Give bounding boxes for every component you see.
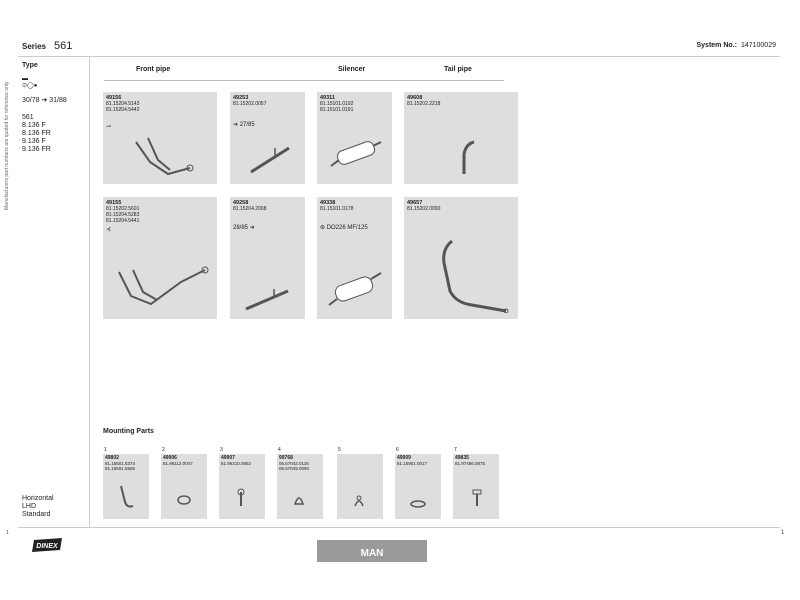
system-number: System No.: 147100029 bbox=[696, 42, 776, 49]
config-info bbox=[22, 495, 54, 519]
front-pipe-drawing bbox=[111, 252, 211, 312]
bolt-drawing bbox=[461, 482, 491, 512]
mount-card-49909[interactable]: 49909 81.15901.0017 bbox=[395, 454, 441, 519]
mount-index: 5 bbox=[338, 447, 341, 453]
config-item: LHD bbox=[22, 503, 37, 510]
category-front-pipe: Front pipe bbox=[136, 66, 171, 73]
mount-card-99768[interactable]: 99768 06.67042.0116 06.67049.0090 bbox=[277, 454, 323, 519]
part-card-49258[interactable]: 49258 81.15204.2008 28/85 ➔ bbox=[230, 197, 305, 319]
mount-card-49906[interactable]: 49906 81.98112.0047 bbox=[161, 454, 207, 519]
fit-icon: ⊸ bbox=[106, 124, 112, 130]
fit-icon: ⊰ bbox=[106, 227, 112, 233]
model-item: 561 bbox=[22, 114, 34, 121]
truck-icon: ▬ bbox=[22, 76, 28, 82]
model-list bbox=[22, 114, 51, 154]
mount-index: 2 bbox=[162, 447, 165, 453]
part-card-49311[interactable]: 49311 81.15101.0192 81.15101.0191 bbox=[317, 92, 392, 184]
model-item: 9.136 FR bbox=[22, 146, 51, 153]
part-card-49253[interactable]: 49253 81.15202.0057 ➔ 27/85 bbox=[230, 92, 305, 184]
silencer-drawing bbox=[327, 136, 387, 176]
date-range: 30/78 ➔ 31/88 bbox=[22, 97, 67, 104]
clip-drawing bbox=[345, 482, 375, 512]
footer-rule bbox=[18, 527, 780, 528]
mount-card-5[interactable] bbox=[337, 454, 383, 519]
series-heading: Series 561 bbox=[22, 40, 73, 52]
mount-card-49835[interactable]: 49835 81.97486.0875 bbox=[453, 454, 499, 519]
part-card-49608[interactable]: 49608 81.15202.2218 bbox=[404, 92, 518, 184]
tail-pipe-drawing bbox=[422, 233, 512, 313]
mount-card-49802[interactable]: 49802 81.15501.5374 81.15501.5566 bbox=[103, 454, 149, 519]
part-card-49155[interactable]: 49155 81.15202.5601 81.15204.5283 81.15204.5441 ⊰ bbox=[103, 197, 217, 319]
pipe-drawing bbox=[245, 138, 295, 178]
model-item: 8.136 F bbox=[22, 122, 46, 129]
silencer-drawing bbox=[325, 267, 385, 317]
config-item: Standard bbox=[22, 511, 51, 518]
mount-index: 6 bbox=[396, 447, 399, 453]
header-rule bbox=[18, 56, 780, 57]
page-mark-right: 1 bbox=[781, 530, 785, 536]
gasket-drawing bbox=[403, 482, 433, 512]
mount-index: 1 bbox=[104, 447, 107, 453]
part-card-49338[interactable]: 49338 81.15101.0178 ⊛ DO226 MF/125 bbox=[317, 197, 392, 319]
mount-index: 3 bbox=[220, 447, 223, 453]
mount-card-49907[interactable]: 49907 81.96210.0852 bbox=[219, 454, 265, 519]
model-item: 8.136 FR bbox=[22, 130, 51, 137]
clamp-drawing bbox=[111, 482, 141, 512]
page-mark-left: 1 bbox=[6, 530, 9, 536]
part-card-49156[interactable]: 49156 81.15204.5143 81.15204.5442 ⊸ bbox=[103, 92, 217, 184]
tail-pipe-drawing bbox=[454, 138, 484, 178]
part-card-49657[interactable]: 49657 81.15202.0090 bbox=[404, 197, 518, 319]
svg-text:DINEX: DINEX bbox=[36, 543, 58, 550]
category-silencer: Silencer bbox=[338, 66, 366, 73]
bolt-drawing bbox=[227, 482, 257, 512]
axle-icon: ⊙◯● bbox=[22, 83, 38, 89]
mount-index: 4 bbox=[278, 447, 281, 453]
disclaimer-text: Manufacturers part numbers are quoted for reference only bbox=[4, 81, 10, 210]
mounting-parts-title: Mounting Parts bbox=[103, 428, 154, 435]
bracket-drawing bbox=[169, 482, 199, 512]
brand-tab: MAN bbox=[317, 540, 427, 562]
category-rule bbox=[104, 80, 504, 81]
vehicle-icons bbox=[22, 76, 37, 90]
type-label: Type bbox=[22, 62, 38, 69]
category-tail-pipe: Tail pipe bbox=[444, 66, 472, 73]
front-pipe-drawing bbox=[128, 132, 198, 182]
model-item: 9.136 F bbox=[22, 138, 46, 145]
pipe-drawing bbox=[240, 277, 295, 317]
mount-index: 7 bbox=[454, 447, 457, 453]
config-item: Horizontal bbox=[22, 495, 54, 502]
hanger-drawing bbox=[285, 482, 315, 512]
dinex-logo bbox=[30, 538, 64, 552]
